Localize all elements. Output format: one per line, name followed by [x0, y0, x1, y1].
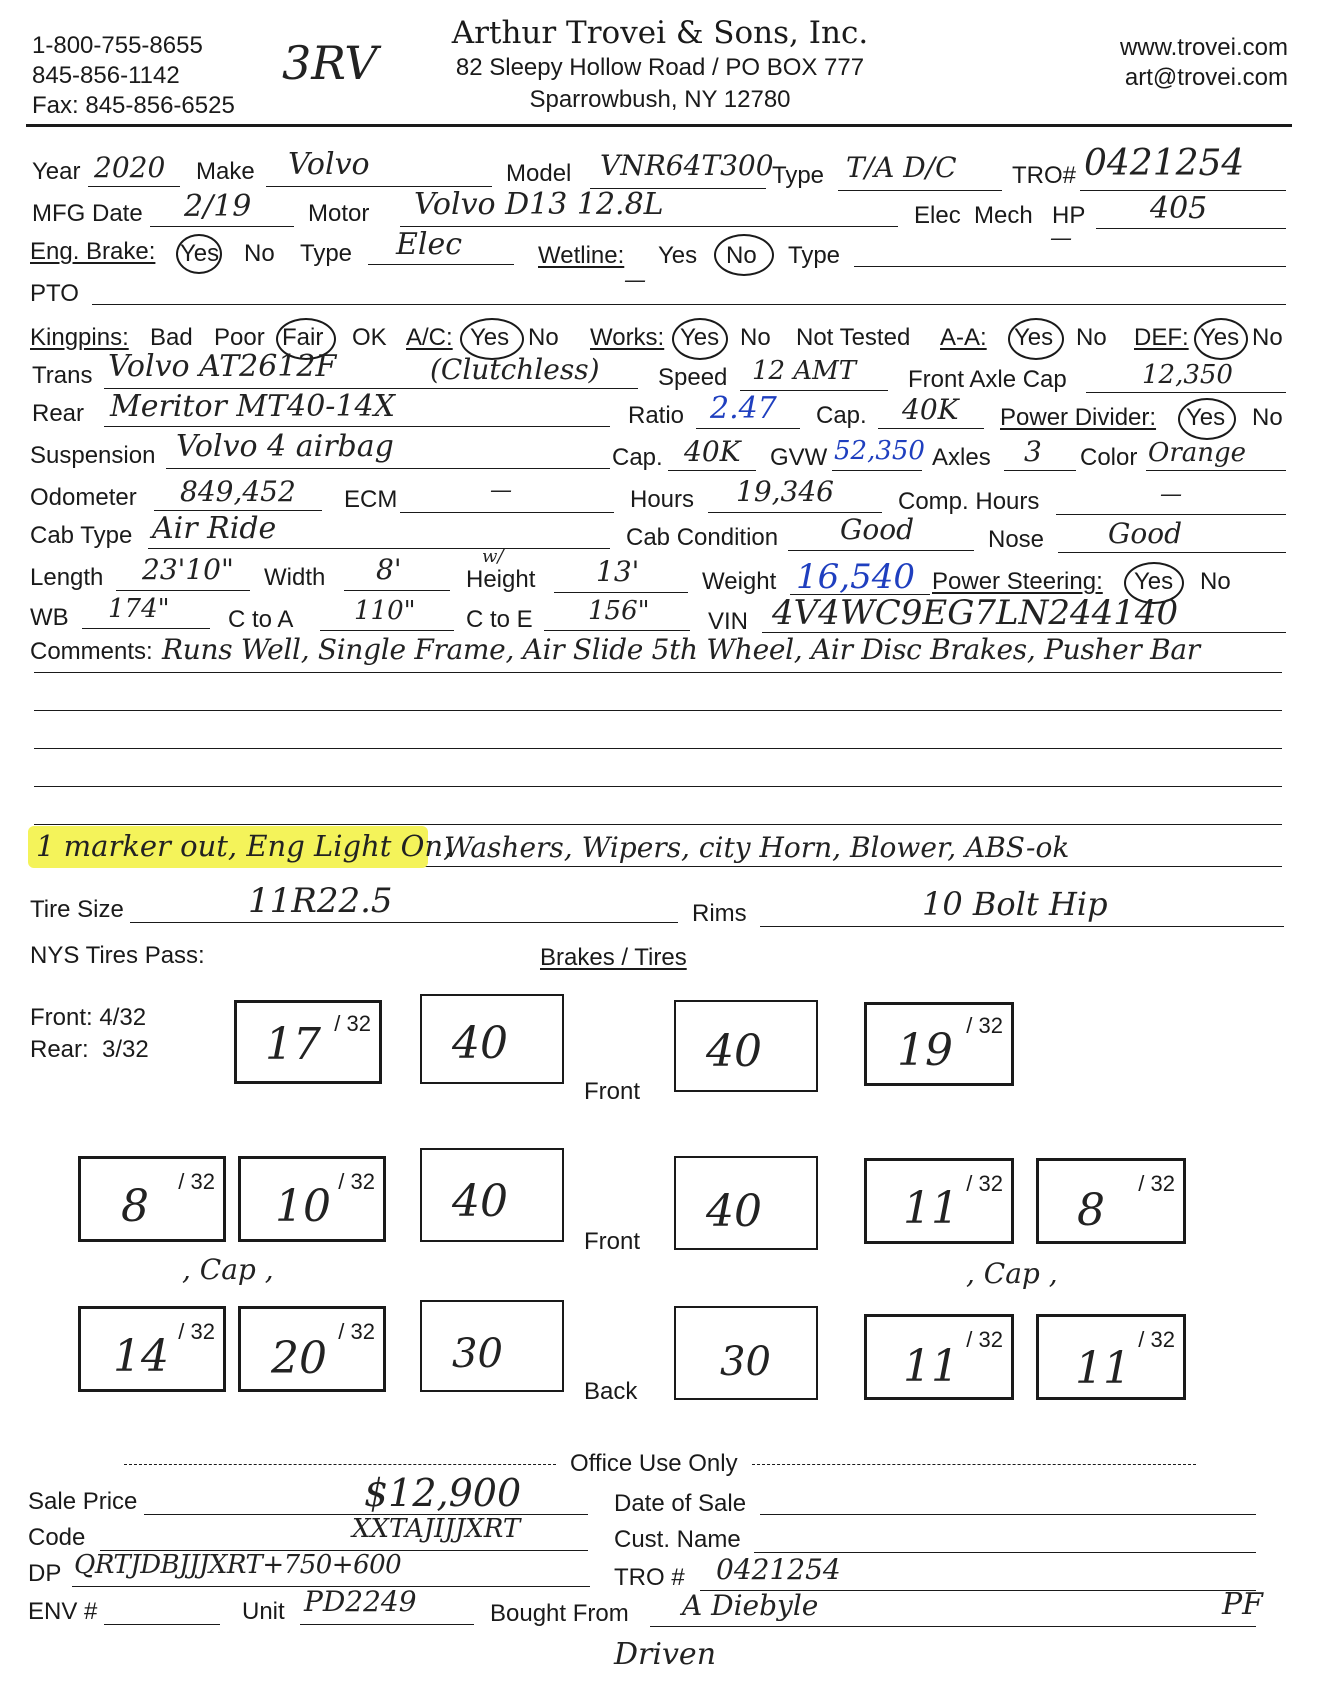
- tread-value: 14: [113, 1331, 169, 1382]
- brake-box-drive-right[interactable]: [674, 1156, 818, 1250]
- rear-value[interactable]: Meritor MT40-14X: [110, 389, 395, 424]
- tread-value: 8: [1077, 1185, 1105, 1236]
- email: art@trovei.com: [1124, 64, 1288, 91]
- tro-value[interactable]: 0421254: [1084, 143, 1245, 184]
- hours-value[interactable]: 19,346: [736, 475, 834, 508]
- comments-line-3: [34, 748, 1282, 749]
- length-label: Length: [30, 564, 104, 591]
- date-of-sale-line: [760, 1514, 1256, 1515]
- per32-label: / 32: [966, 1013, 1003, 1038]
- ratio-value[interactable]: 2.47: [710, 391, 777, 426]
- bought-from-label: Bought From: [490, 1600, 629, 1627]
- nose-line: [1058, 552, 1286, 553]
- c-to-a-line: [320, 630, 454, 631]
- tire-size-label: Tire Size: [30, 896, 124, 923]
- model-value[interactable]: VNR64T300: [600, 149, 774, 182]
- eng-brake-label: Eng. Brake:: [30, 238, 156, 265]
- tread-box-rear-right-outer[interactable]: [1036, 1314, 1186, 1400]
- power-divider-yes[interactable]: Yes: [1186, 404, 1226, 431]
- brake-value: 30: [452, 1331, 503, 1377]
- hp-line: [1096, 228, 1286, 229]
- motor-line: [400, 226, 898, 227]
- aa-yes-circle: [1008, 318, 1064, 360]
- unit-value[interactable]: PD2249: [304, 1585, 417, 1618]
- tread-value: 10: [275, 1181, 331, 1232]
- rear-cap-label: Cap.: [816, 402, 867, 429]
- per32-label: / 32: [178, 1319, 215, 1344]
- c-to-e-line: [544, 630, 690, 631]
- type-line: [838, 190, 1002, 191]
- height-label: Height: [466, 566, 536, 593]
- gvw-label: GVW: [770, 444, 828, 471]
- phone-1: 1-800-755-8655: [32, 32, 203, 59]
- hp-value[interactable]: 405: [1150, 191, 1208, 226]
- make-value[interactable]: Volvo: [288, 147, 370, 182]
- susp-cap-line: [668, 470, 756, 471]
- ecm-label: ECM: [344, 486, 398, 513]
- brake-value: 40: [706, 1186, 762, 1237]
- code-value[interactable]: XXTAJIJJXRT: [352, 1514, 521, 1544]
- per32-label: / 32: [334, 1011, 371, 1036]
- aa-yes[interactable]: Yes: [1014, 324, 1054, 351]
- date-of-sale-label: Date of Sale: [614, 1490, 747, 1517]
- height-value[interactable]: 13': [596, 555, 640, 588]
- front-label-row2: Front: [584, 1228, 641, 1255]
- tread-box-rear-left-inner[interactable]: [238, 1306, 386, 1392]
- cap-note-right: , Cap ,: [966, 1257, 1058, 1290]
- cust-name-label: Cust. Name: [614, 1526, 741, 1553]
- aa-label: A-A:: [940, 324, 987, 351]
- susp-cap-label: Cap.: [612, 444, 663, 471]
- brake-box-front-left[interactable]: [420, 994, 564, 1084]
- comments-line-1: [34, 672, 1282, 673]
- wetline-yes[interactable]: Yes: [658, 242, 698, 269]
- tread-box-drive-right-inner[interactable]: [864, 1158, 1014, 1244]
- height-note: w/: [482, 546, 504, 567]
- front-label-row1: Front: [584, 1078, 641, 1105]
- front-pass-value: Front: 4/32: [30, 1004, 147, 1031]
- width-value[interactable]: 8': [376, 553, 402, 586]
- dp-value[interactable]: QRTJDBJJJXRT+750+600: [74, 1550, 402, 1580]
- tread-value: 19: [897, 1025, 953, 1076]
- odometer-label: Odometer: [30, 484, 137, 511]
- comp-hours-label: Comp. Hours: [898, 488, 1040, 515]
- weight-label: Weight: [702, 568, 777, 595]
- comments-line-5: [34, 824, 1282, 825]
- tread-box-rear-left-outer[interactable]: [78, 1306, 226, 1392]
- per32-label: / 32: [966, 1327, 1003, 1352]
- odometer-value[interactable]: 849,452: [180, 475, 296, 508]
- code-label: Code: [28, 1524, 86, 1551]
- def-yes[interactable]: Yes: [1200, 324, 1240, 351]
- comments-line-2: [34, 710, 1282, 711]
- wetline-no-circle: [714, 234, 774, 276]
- mfg-date-value[interactable]: 2/19: [184, 189, 252, 224]
- rear-label: Rear: [32, 400, 85, 427]
- kingpins-label: Kingpins:: [30, 324, 129, 351]
- unit-line: [300, 1624, 474, 1625]
- ecm-value[interactable]: —: [490, 478, 512, 503]
- vin-value[interactable]: 4V4WC9EG7LN244140: [772, 593, 1179, 633]
- wetline-type-line: [854, 266, 1286, 267]
- rims-label: Rims: [692, 900, 747, 927]
- unit-label: Unit: [242, 1598, 285, 1625]
- tread-box-front-right[interactable]: [864, 1002, 1014, 1086]
- eng-brake-yes[interactable]: Yes: [180, 240, 220, 267]
- weight-value[interactable]: 16,540: [796, 557, 915, 597]
- comments-line-4: [34, 786, 1282, 787]
- def-yes-circle: [1194, 318, 1248, 360]
- suspension-label: Suspension: [30, 442, 156, 469]
- address-line-2: Sparrowbush, NY 12780: [529, 86, 791, 113]
- handwritten-code: 3RV: [282, 36, 378, 90]
- motor-value[interactable]: Volvo D13 12.8L: [414, 187, 664, 222]
- rear-cap-line: [878, 428, 984, 429]
- vin-label: VIN: [708, 608, 749, 635]
- website: www.trovei.com: [1119, 34, 1288, 61]
- tread-box-rear-right-inner[interactable]: [864, 1314, 1014, 1400]
- works-yes[interactable]: Yes: [680, 324, 720, 351]
- eng-brake-type-line: [368, 264, 514, 265]
- ratio-label: Ratio: [628, 402, 685, 429]
- per32-label: / 32: [338, 1169, 375, 1194]
- works-not-tested[interactable]: Not Tested: [796, 324, 911, 351]
- eng-brake-type-label: Type: [300, 240, 353, 267]
- tread-box-drive-left-outer[interactable]: [78, 1156, 226, 1242]
- brake-box-drive-left[interactable]: [420, 1148, 564, 1242]
- rims-value[interactable]: 10 Bolt Hip: [922, 885, 1108, 923]
- per32-label: / 32: [1138, 1171, 1175, 1196]
- susp-cap-value[interactable]: 40K: [684, 435, 741, 468]
- brake-value: 40: [706, 1026, 762, 1077]
- suspension-line: [166, 468, 610, 469]
- type-value[interactable]: T/A D/C: [846, 151, 957, 184]
- cab-type-line: [148, 548, 610, 549]
- tread-value: 11: [903, 1341, 959, 1392]
- kingpins-bad[interactable]: Bad: [150, 324, 193, 351]
- speed-label: Speed: [658, 364, 728, 391]
- trans-value[interactable]: Volvo AT2612F: [108, 349, 337, 384]
- tro-office-label: TRO #: [614, 1564, 685, 1591]
- brakes-tires-heading: Brakes / Tires: [540, 944, 687, 971]
- driven-note: Driven: [614, 1637, 717, 1672]
- office-use-only-heading: Office Use Only: [570, 1450, 738, 1477]
- aa-no[interactable]: No: [1076, 324, 1107, 351]
- color-label: Color: [1080, 444, 1138, 471]
- tread-box-front-left[interactable]: [234, 1000, 382, 1084]
- mech-label: Mech: [974, 202, 1033, 229]
- mfg-date-line: [150, 226, 294, 227]
- trans-note: (Clutchless): [430, 353, 600, 386]
- cab-condition-value[interactable]: Good: [840, 513, 915, 546]
- tro-office-value[interactable]: 0421254: [716, 1553, 841, 1586]
- comments-value[interactable]: Runs Well, Single Frame, Air Slide 5th Wheel, Air Disc Brakes, Pusher Bar: [162, 633, 1200, 666]
- color-value[interactable]: Orange: [1148, 438, 1247, 468]
- width-label: Width: [264, 564, 326, 591]
- wetline-type-label: Type: [788, 242, 841, 269]
- c-to-e-label: C to E: [466, 606, 533, 633]
- tread-value: 11: [903, 1183, 959, 1234]
- wb-value[interactable]: 174": [108, 594, 170, 624]
- kingpins-fair[interactable]: Fair: [282, 324, 324, 351]
- tread-box-drive-right-outer[interactable]: [1036, 1158, 1186, 1244]
- sale-price-label: Sale Price: [28, 1488, 138, 1515]
- hp-label: HP: [1052, 202, 1086, 229]
- env-label: ENV #: [28, 1598, 98, 1625]
- axles-line: [1004, 470, 1076, 471]
- wetline-mark: —: [624, 268, 646, 293]
- elec-mech-mark: —: [1050, 226, 1072, 251]
- env-line: [104, 1624, 220, 1625]
- notes-highlighted-text[interactable]: 1 marker out, Eng Light On,: [36, 829, 453, 863]
- type-label: Type: [772, 162, 825, 189]
- year-label: Year: [32, 158, 81, 185]
- power-steering-label: Power Steering:: [932, 568, 1103, 595]
- eng-brake-type-value[interactable]: Elec: [396, 227, 463, 262]
- header-divider: [26, 124, 1292, 127]
- front-axle-cap-label: Front Axle Cap: [908, 366, 1067, 393]
- rear-line: [104, 426, 610, 427]
- company-name: Arthur Trovei & Sons, Inc.: [451, 15, 869, 51]
- trans-label: Trans: [32, 362, 93, 389]
- brake-box-rear-right[interactable]: [674, 1306, 818, 1400]
- mfg-date-label: MFG Date: [32, 200, 143, 227]
- length-line: [116, 590, 250, 591]
- wb-label: WB: [30, 604, 69, 631]
- works-no[interactable]: No: [740, 324, 771, 351]
- color-line: [1146, 470, 1286, 471]
- brake-box-front-right[interactable]: [674, 1000, 818, 1092]
- axles-value[interactable]: 3: [1024, 435, 1042, 468]
- office-divider-left: [124, 1464, 556, 1465]
- c-to-e-value[interactable]: 156": [588, 596, 650, 626]
- phone-2: 845-856-1142: [32, 62, 180, 89]
- bought-from-value[interactable]: A Diebyle: [682, 1589, 819, 1622]
- power-divider-label: Power Divider:: [1000, 404, 1157, 431]
- elec-label: Elec: [914, 202, 961, 229]
- tire-size-line: [130, 922, 678, 923]
- length-value[interactable]: 23'10": [142, 553, 234, 586]
- brake-value: 40: [452, 1018, 508, 1069]
- year-line: [88, 186, 180, 187]
- cab-type-label: Cab Type: [30, 522, 133, 549]
- works-label: Works:: [590, 324, 665, 351]
- width-line: [344, 590, 450, 591]
- tread-value: 20: [271, 1333, 327, 1384]
- fax-number: Fax: 845-856-6525: [32, 92, 235, 119]
- hours-label: Hours: [630, 486, 695, 513]
- c-to-a-label: C to A: [228, 606, 294, 633]
- per32-label: / 32: [1138, 1327, 1175, 1352]
- eng-brake-yes-circle: [176, 234, 222, 274]
- ratio-line: [696, 428, 800, 429]
- dp-label: DP: [28, 1560, 62, 1587]
- front-axle-cap-value[interactable]: 12,350: [1142, 360, 1233, 390]
- per32-label: / 32: [338, 1319, 375, 1344]
- front-axle-cap-line: [1086, 392, 1286, 393]
- rear-pass-value: Rear: 3/32: [30, 1036, 149, 1063]
- kingpins-poor[interactable]: Poor: [214, 324, 265, 351]
- comp-hours-value[interactable]: —: [1160, 482, 1182, 507]
- address-line-1: 82 Sleepy Hollow Road / PO BOX 777: [455, 54, 865, 81]
- speed-value[interactable]: 12 AMT: [752, 356, 857, 386]
- office-divider-right: [752, 1464, 1196, 1465]
- power-steering-yes[interactable]: Yes: [1134, 568, 1174, 595]
- sale-price-value[interactable]: $12,900: [364, 1471, 522, 1515]
- c-to-a-value[interactable]: 110": [354, 596, 416, 626]
- brake-value: 30: [720, 1339, 771, 1385]
- cab-condition-line: [788, 550, 974, 551]
- ac-label: A/C:: [406, 324, 453, 351]
- tro-label: TRO#: [1012, 162, 1077, 189]
- power-divider-no[interactable]: No: [1252, 404, 1283, 431]
- comments-label: Comments:: [30, 638, 153, 665]
- brake-box-rear-left[interactable]: [420, 1300, 564, 1392]
- gvw-line: [832, 470, 922, 471]
- height-line: [554, 592, 688, 593]
- nose-value[interactable]: Good: [1108, 517, 1183, 550]
- def-label: DEF:: [1134, 324, 1189, 351]
- nys-tires-pass-label: NYS Tires Pass:: [30, 942, 205, 969]
- pto-line: [92, 304, 1286, 305]
- ac-yes[interactable]: Yes: [470, 324, 510, 351]
- ac-no[interactable]: No: [528, 324, 559, 351]
- bought-from-suffix: PF: [1222, 1587, 1264, 1622]
- eng-brake-no[interactable]: No: [244, 240, 275, 267]
- rear-cap-value[interactable]: 40K: [902, 393, 959, 426]
- notes-rest-text[interactable]: Washers, Wipers, city Horn, Blower, ABS-ok: [444, 831, 1070, 864]
- back-label: Back: [584, 1378, 638, 1405]
- cab-type-value[interactable]: Air Ride: [152, 511, 277, 546]
- wb-line: [82, 628, 210, 629]
- tread-box-drive-left-inner[interactable]: [238, 1156, 386, 1242]
- gvw-value[interactable]: 52,350: [834, 436, 925, 466]
- rims-line: [760, 926, 1284, 927]
- year-value[interactable]: 2020: [94, 151, 166, 184]
- brake-value: 40: [452, 1176, 508, 1227]
- tire-size-value[interactable]: 11R22.5: [248, 881, 393, 921]
- wetline-no[interactable]: No: [726, 242, 757, 269]
- works-yes-circle: [672, 318, 728, 360]
- make-label: Make: [196, 158, 255, 185]
- wetline-label: Wetline:: [538, 242, 625, 269]
- kingpins-ok[interactable]: OK: [352, 324, 387, 351]
- tread-value: 11: [1075, 1343, 1131, 1394]
- per32-label: / 32: [966, 1171, 1003, 1196]
- power-steering-no[interactable]: No: [1200, 568, 1231, 595]
- tread-value: 17: [265, 1019, 321, 1070]
- nose-label: Nose: [988, 526, 1045, 553]
- model-label: Model: [506, 160, 572, 187]
- tread-value: 8: [121, 1181, 149, 1232]
- ecm-line: [400, 512, 614, 513]
- suspension-value[interactable]: Volvo 4 airbag: [176, 429, 394, 464]
- axles-label: Axles: [932, 444, 991, 471]
- cap-note-left: , Cap ,: [182, 1253, 274, 1286]
- cab-condition-label: Cab Condition: [626, 524, 779, 551]
- comp-hours-line: [1056, 514, 1286, 515]
- bought-from-line: [650, 1626, 1256, 1627]
- power-divider-yes-circle: [1178, 398, 1236, 440]
- per32-label: / 32: [178, 1169, 215, 1194]
- def-no[interactable]: No: [1252, 324, 1283, 351]
- motor-label: Motor: [308, 200, 370, 227]
- pto-label: PTO: [30, 280, 79, 307]
